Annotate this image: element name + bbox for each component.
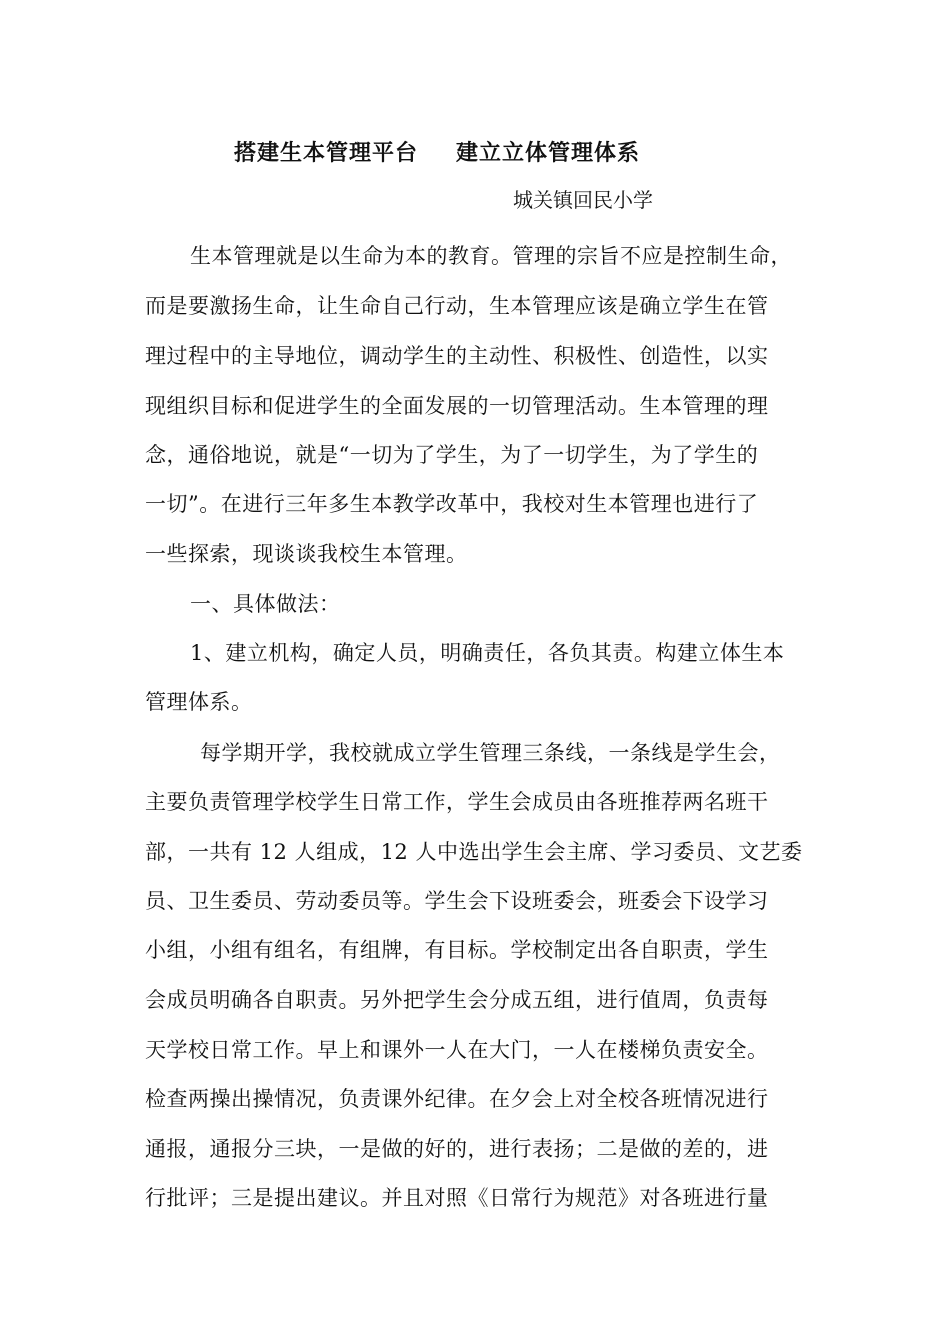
body-line: 通报，通报分三块，一是做的好的，进行表扬；二是做的差的，进 [145, 1137, 769, 1161]
document-title [234, 136, 640, 167]
body-line: 管理体系。 [145, 690, 253, 714]
body-line: 检查两操出操情况，负责课外纪律。在夕会上对全校各班情况进行 [145, 1087, 769, 1111]
title-part-2: 建立立体管理体系 [456, 140, 641, 166]
body-line: 1、建立机构，确定人员，明确责任，各负其责。构建立体生本 [190, 641, 785, 665]
body-line: 会成员明确各自职责。另外把学生会分成五组，进行值周，负责每 [145, 988, 769, 1012]
body-line: 生本管理就是以生命为本的教育。管理的宗旨不应是控制生命， [190, 244, 792, 268]
title-part-1: 搭建生本管理平台 [234, 140, 419, 166]
body-line: 天学校日常工作。早上和课外一人在大门，一人在楼梯负责安全。 [145, 1038, 769, 1062]
body-line: 现组织目标和促进学生的全面发展的一切管理活动。生本管理的理 [145, 394, 769, 418]
body-line: 行批评；三是提出建议。并且对照《日常行为规范》对各班进行量 [145, 1186, 769, 1210]
body-line: 念，通俗地说，就是“一切为了学生，为了一切学生，为了学生的 [145, 443, 759, 467]
body-line: 一切”。在进行三年多生本教学改革中，我校对生本管理也进行了 [145, 492, 759, 516]
body-line: 小组，小组有组名，有组牌，有目标。学校制定出各自职责，学生 [145, 938, 769, 962]
document-author: 城关镇回民小学 [513, 188, 653, 212]
body-line: 员、卫生委员、劳动委员等。学生会下设班委会，班委会下设学习 [145, 889, 769, 913]
body-line: 每学期开学，我校就成立学生管理三条线，一条线是学生会， [200, 741, 781, 765]
section-heading: 一、具体做法： [190, 592, 341, 616]
body-line: 部，一共有 12 人组成，12 人中选出学生会主席、学习委员、文艺委 [145, 840, 803, 864]
body-line: 理过程中的主导地位，调动学生的主动性、积极性、创造性，以实 [145, 344, 769, 368]
body-line: 而是要激扬生命，让生命自己行动，生本管理应该是确立学生在管 [145, 294, 769, 318]
body-line: 一些探索，现谈谈我校生本管理。 [145, 542, 468, 566]
body-line: 主要负责管理学校学生日常工作，学生会成员由各班推荐两名班干 [145, 790, 769, 814]
